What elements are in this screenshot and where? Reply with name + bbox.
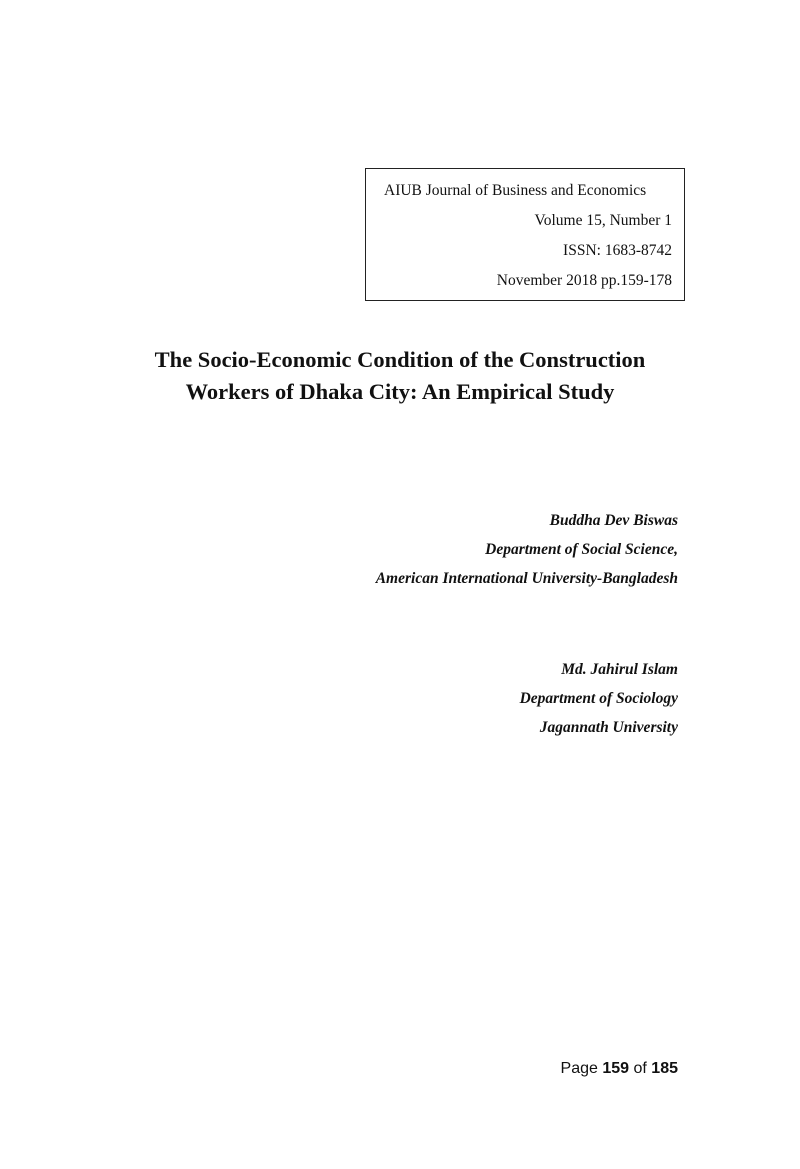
journal-name: AIUB Journal of Business and Economics <box>384 182 647 199</box>
author-block-2 <box>520 655 678 742</box>
journal-issn: ISSN: 1683-8742 <box>563 242 672 259</box>
paper-title <box>100 344 700 408</box>
journal-date-pages: November 2018 pp.159-178 <box>496 272 672 289</box>
paper-title-line-2: Workers of Dhaka City: An Empirical Study <box>185 379 615 404</box>
journal-info-box <box>365 168 685 301</box>
author-block-1 <box>376 506 678 593</box>
paper-title-line-1: The Socio-Economic Condition of the Construction <box>154 347 646 372</box>
author-department: Department of Social Science, <box>485 541 678 558</box>
author-name: Md. Jahirul Islam <box>561 661 678 678</box>
author-institution: American International University-Bangladesh <box>375 570 678 587</box>
author-name: Buddha Dev Biswas <box>549 512 678 529</box>
author-department: Department of Sociology <box>519 690 678 707</box>
page-word: Page <box>560 1060 598 1077</box>
page-number-footer <box>561 1060 678 1078</box>
total-pages-number: 185 <box>651 1060 678 1077</box>
author-institution: Jagannath University <box>539 719 678 736</box>
of-word: of <box>633 1060 647 1077</box>
current-page-number: 159 <box>602 1060 630 1077</box>
journal-volume: Volume 15, Number 1 <box>534 212 672 229</box>
